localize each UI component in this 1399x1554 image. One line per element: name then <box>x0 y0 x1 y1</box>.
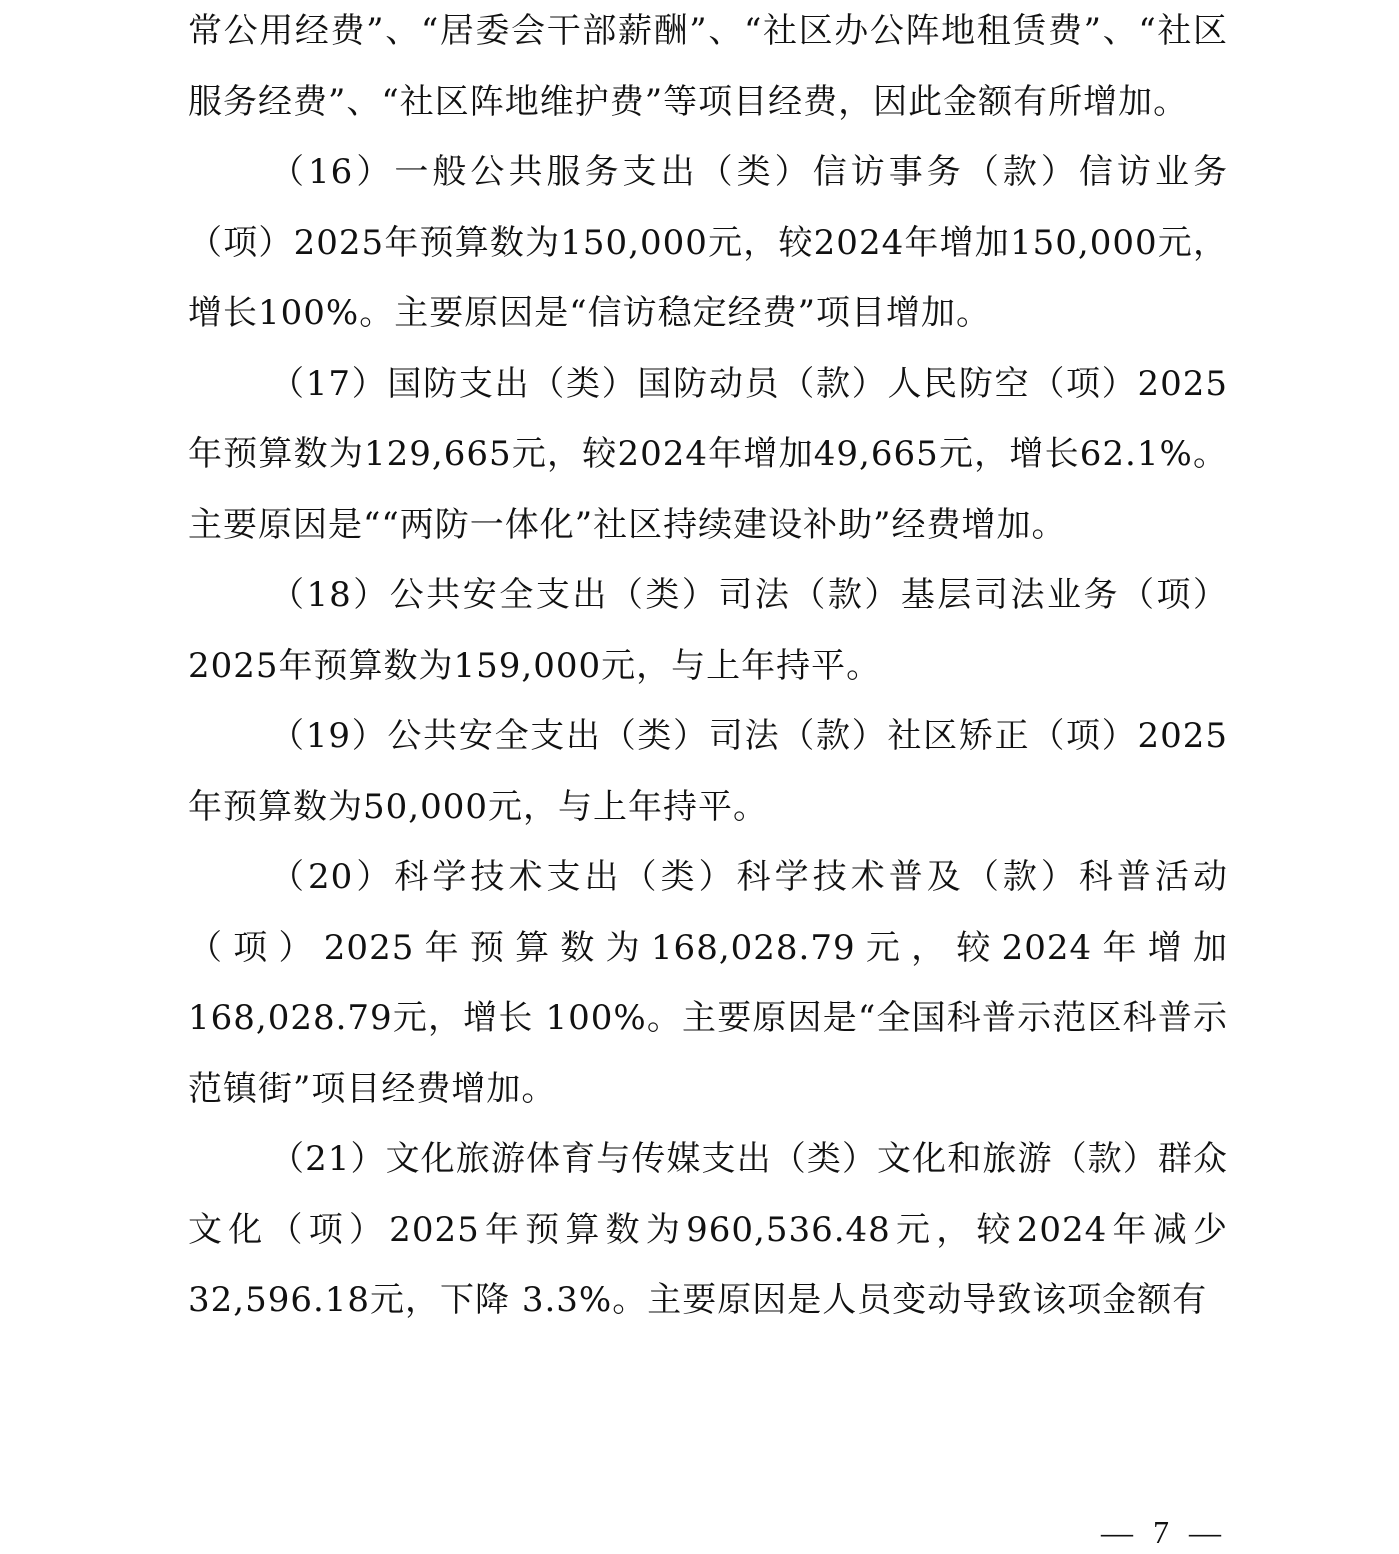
paragraph-item-17: （17）国防支出（类）国防动员（款）人民防空（项）2025年预算数为129,665元，较2024年增加49,665元，增长62.1%。主要原因是““两防一体化”社区持续建设补助”经费增加。 <box>188 363 1228 545</box>
paragraph-item-20: （20）科学技术支出（类）科学技术普及（款）科普活动（项）2025年预算数为168,028.79元，较2024年增加168,028.79元，增长 100%。主要原因是“全国科普示范区科普示范镇街”项目经费增加。 <box>188 857 1228 1109</box>
paragraph-continuation: 常公用经费”、“居委会干部薪酬”、“社区办公阵地租赁费”、“社区服务经费”、“社区阵地维护费”等项目经费，因此金额有所增加。 <box>188 11 1228 122</box>
paragraph-item-16: （16）一般公共服务支出（类）信访事务（款）信访业务（项）2025年预算数为150,000元，较2024年增加150,000元，增长100%。主要原因是“信访稳定经费”项目增加。 <box>188 152 1228 333</box>
text-column <box>188 0 1228 1336</box>
page-number: — 7 — <box>1101 1514 1227 1550</box>
paragraph-item-19: （19）公共安全支出（类）司法（款）社区矫正（项）2025年预算数为50,000元，与上年持平。 <box>188 716 1228 827</box>
paragraph-item-21: （21）文化旅游体育与传媒支出（类）文化和旅游（款）群众文化（项）2025年预算数为960,536.48元，较2024年减少32,596.18元，下降 3.3%。主要原因是人员变动导致该项金额有 <box>188 1139 1228 1320</box>
paragraph-item-18: （18）公共安全支出（类）司法（款）基层司法业务（项）2025年预算数为159,000元，与上年持平。 <box>188 575 1228 686</box>
